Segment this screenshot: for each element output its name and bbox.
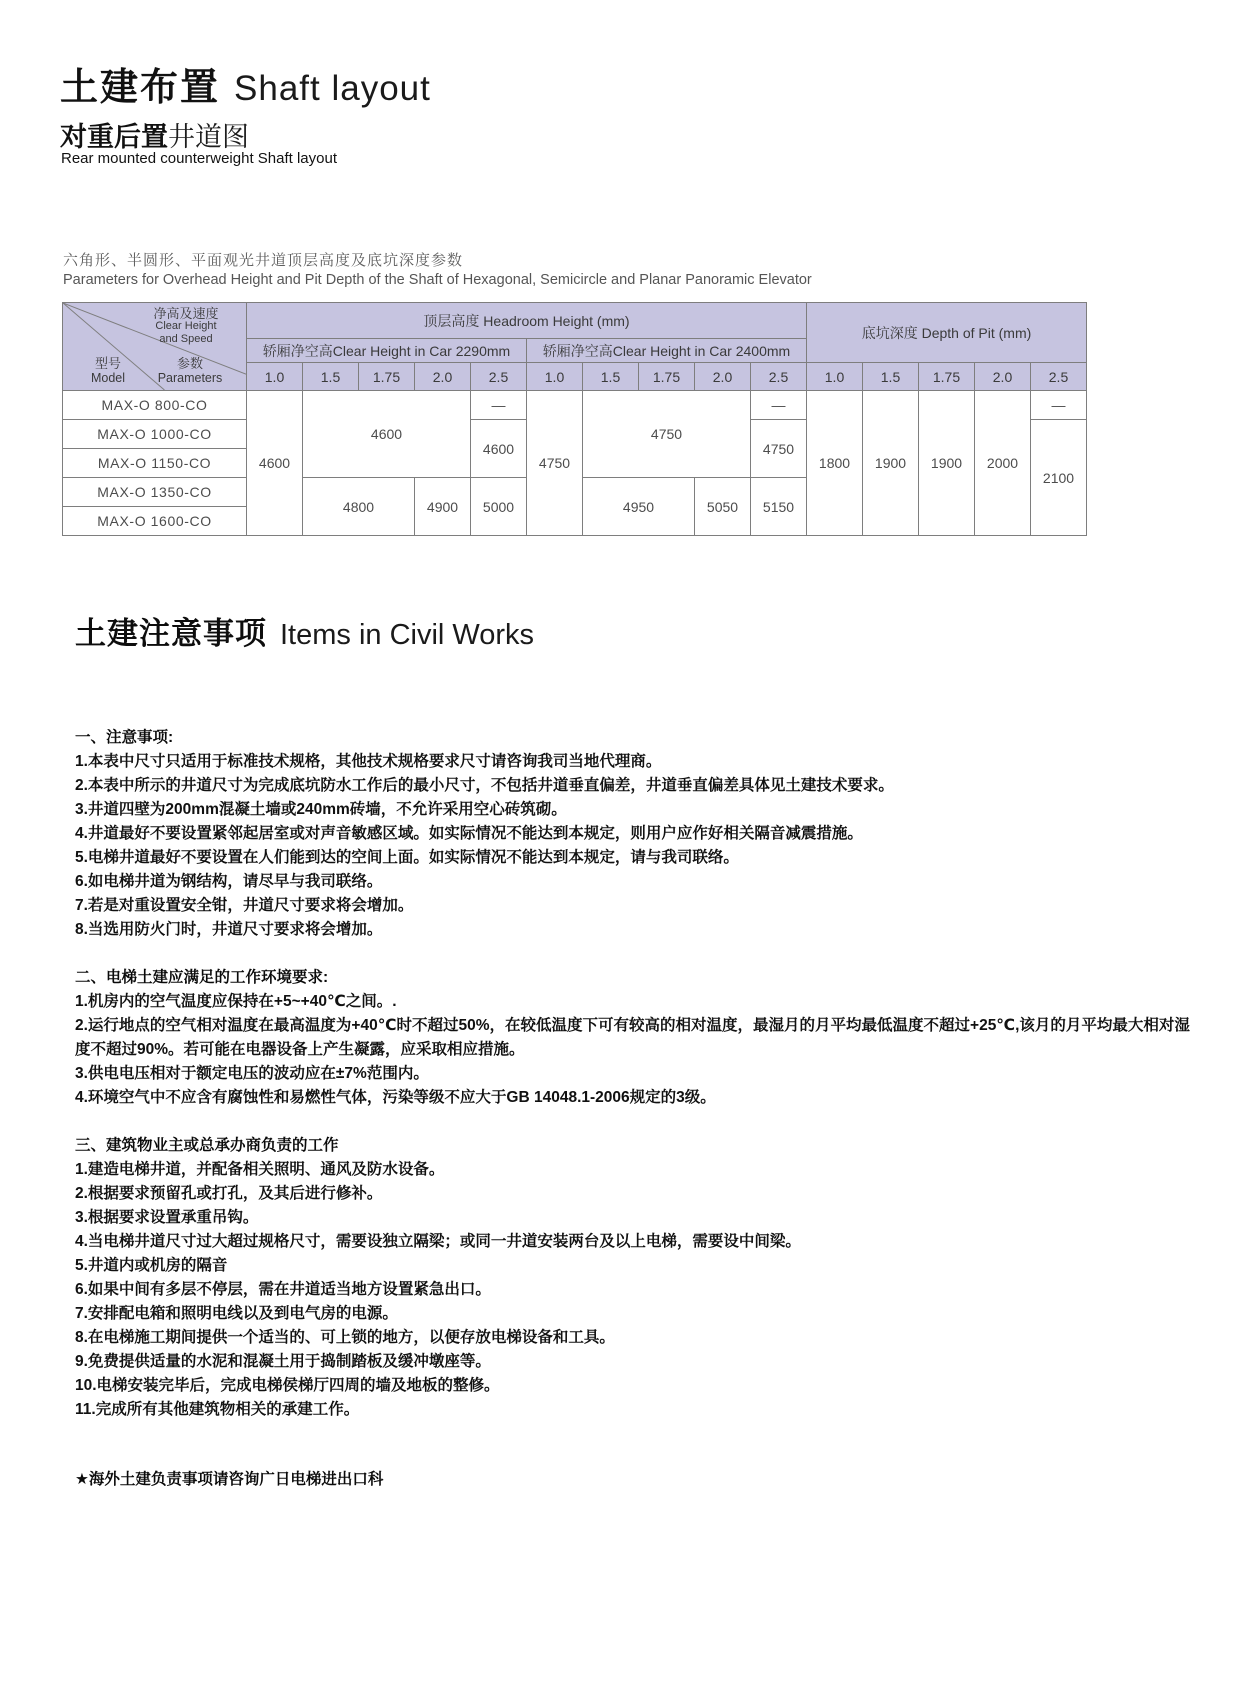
civil-works-title-en: Items in Civil Works [280,619,535,651]
value-cell-2290-1.5-2.0-top: 4600 [303,391,471,478]
header-headroom-height: 顶层高度 Headroom Height (mm) [247,303,807,339]
value-cell-pit-1.5: 1900 [863,391,919,536]
list-item: 2.根据要求预留孔或打孔，及其后进行修补。 [75,1185,383,1202]
civil-works-body [75,726,1200,1492]
speed-header-2400-1.5: 1.5 [583,363,639,391]
corner-parameters-en: Parameters [157,371,223,385]
corner-clear-height-speed-en2: and Speed [159,333,213,345]
list-item: 6.如果中间有多层不停层，需在井道适当地方设置紧急出口。 [75,1281,491,1298]
list-item: 3.根据要求设置承重吊钩。 [75,1209,259,1226]
table-caption-en: Parameters for Overhead Height and Pit Depth of the Shaft of Hexagonal, Semicircle and Planar Panoramic Elevator [63,272,812,288]
page-subtitle-zh-rest: 井道图 [168,122,249,152]
model-cell: MAX-O 1000-CO [63,420,247,449]
speed-header-2290-1.0: 1.0 [247,363,303,391]
value-cell-2290-2.5-row1: — [471,391,527,420]
list-item: 10.电梯安装完毕后，完成电梯侯梯厅四周的墙及地板的整修。 [75,1377,500,1394]
value-cell-pit-1.75: 1900 [919,391,975,536]
value-cell-2400-2.0-bottom: 5050 [695,478,751,536]
page-subtitle-en: Rear mounted counterweight Shaft layout [61,150,337,167]
value-cell-2290-1.5-1.75-bottom: 4800 [303,478,415,536]
list-item: 6.如电梯井道为钢结构，请尽早与我司联络。 [75,873,383,890]
value-cell-2290-1.0: 4600 [247,391,303,536]
section-heading: 一、注意事项: [75,729,174,746]
speed-header-pit-1.0: 1.0 [807,363,863,391]
speed-header-pit-2.5: 2.5 [1031,363,1087,391]
speed-header-2400-2.0: 2.0 [695,363,751,391]
speed-header-2400-1.75: 1.75 [639,363,695,391]
corner-clear-height-speed-en1: Clear Height [155,320,217,332]
page-title-en: Shaft layout [234,69,431,108]
overseas-footnote: ★海外土建负责事项请咨询广日电梯进出口科 [75,1471,384,1488]
model-cell: MAX-O 1600-CO [63,507,247,536]
civil-section-1 [75,726,1200,942]
list-item: 3.井道四壁为200mm混凝土墙或240mm砖墙，不允许采用空心砖筑砌。 [75,801,567,818]
section-heading: 三、建筑物业主或总承办商负责的工作 [75,1137,339,1154]
value-cell-pit-2.5-row1: — [1031,391,1087,420]
value-cell-pit-2.0: 2000 [975,391,1031,536]
speed-header-2290-1.5: 1.5 [303,363,359,391]
speed-header-2400-2.5: 2.5 [751,363,807,391]
list-item: 9.免费提供适量的水泥和混凝土用于捣制踏板及缓冲墩座等。 [75,1353,491,1370]
list-item: 7.若是对重设置安全钳，井道尺寸要求将会增加。 [75,897,414,914]
list-item: 8.在电梯施工期间提供一个适当的、可上锁的地方，以便存放电梯设备和工具。 [75,1329,615,1346]
value-cell-2290-2.5-bottom: 5000 [471,478,527,536]
list-item: 7.安排配电箱和照明电线以及到电气房的电源。 [75,1305,398,1322]
list-item: 5.井道内或机房的隔音 [75,1257,228,1274]
list-item: 3.供电电压相对于额定电压的波动应在±7%范围内。 [75,1065,429,1082]
list-item: 8.当选用防火门时，井道尺寸要求将会增加。 [75,921,383,938]
speed-header-pit-1.5: 1.5 [863,363,919,391]
header-car-2290: 轿厢净空高Clear Height in Car 2290mm [247,339,527,363]
list-item: 2.本表中所示的井道尺寸为完成底坑防水工作后的最小尺寸，不包括井道垂直偏差，井道垂直偏差具体见土建技术要求。 [75,777,894,794]
list-item: 2.运行地点的空气相对温度在最高温度为+40℃时不超过50%，在较低温度下可有较高的相对温度，最湿月的月平均最低温度不超过+25℃,该月的月平均最大相对湿度不超过90%。若可能在电器设备上产生凝露，应采取相应措施。 [75,1017,1190,1058]
speed-header-2290-2.5: 2.5 [471,363,527,391]
speed-header-pit-2.0: 2.0 [975,363,1031,391]
list-item: 1.建造电梯井道，并配备相关照明、通风及防水设备。 [75,1161,445,1178]
corner-model-en: Model [90,371,126,385]
list-item: 4.井道最好不要设置紧邻起居室或对声音敏感区域。如实际情况不能达到本规定，则用户应作好相关隔音减震措施。 [75,825,863,842]
model-cell: MAX-O 800-CO [63,391,247,420]
corner-model-zh: 型号 [94,356,121,371]
page-title [60,56,431,111]
value-cell-2290-2.5-mid: 4600 [471,420,527,478]
corner-header-cell [63,303,247,391]
list-item: 1.本表中尺寸只适用于标准技术规格，其他技术规格要求尺寸请咨询我司当地代理商。 [75,753,662,770]
corner-clear-height-speed-zh: 净高及速度 [153,306,219,321]
list-item: 4.环境空气中不应含有腐蚀性和易燃性气体，污染等级不应大于GB 14048.1-2006规定的3级。 [75,1089,716,1106]
civil-works-title-zh: 土建注意事项 [75,616,267,651]
value-cell-2400-1.0: 4750 [527,391,583,536]
list-item: 4.当电梯井道尺寸过大超过规格尺寸，需要设独立隔梁；或同一井道安装两台及以上电梯，需要设中间梁。 [75,1233,801,1250]
corner-parameters-label [146,357,234,385]
table-caption-zh: 六角形、半圆形、平面观光井道顶层高度及底坑深度参数 [63,252,464,269]
list-item: 11.完成所有其他建筑物相关的承建工作。 [75,1401,360,1418]
civil-section-2 [75,966,1200,1110]
value-cell-2290-2.0-bottom: 4900 [415,478,471,536]
model-cell: MAX-O 1150-CO [63,449,247,478]
civil-section-3 [75,1134,1200,1422]
corner-parameters-zh: 参数 [176,356,203,371]
value-cell-2400-2.5-bottom: 5150 [751,478,807,536]
page-title-zh: 土建布置 [60,67,221,109]
shaft-parameters-table [62,302,1087,536]
value-cell-pit-2.5-rest: 2100 [1031,420,1087,536]
header-car-2400: 轿厢净空高Clear Height in Car 2400mm [527,339,807,363]
page-subtitle [60,115,249,154]
speed-header-2290-2.0: 2.0 [415,363,471,391]
corner-model-label [75,357,141,385]
model-cell: MAX-O 1350-CO [63,478,247,507]
corner-clear-height-speed [130,307,242,346]
value-cell-2400-2.5-row1: — [751,391,807,420]
value-cell-pit-1.0: 1800 [807,391,863,536]
list-item: 5.电梯井道最好不要设置在人们能到达的空间上面。如实际情况不能达到本规定，请与我司联络。 [75,849,739,866]
value-cell-2400-1.5-2.0-top: 4750 [583,391,751,478]
civil-works-title [75,608,534,653]
header-pit-depth: 底坑深度 Depth of Pit (mm) [807,303,1087,363]
speed-header-2400-1.0: 1.0 [527,363,583,391]
section-heading: 二、电梯土建应满足的工作环境要求: [75,969,329,986]
speed-header-2290-1.75: 1.75 [359,363,415,391]
list-item: 1.机房内的空气温度应保持在+5~+40℃之间。. [75,993,397,1010]
page-subtitle-zh-bold: 对重后置 [60,122,168,152]
value-cell-2400-1.5-1.75-bottom: 4950 [583,478,695,536]
value-cell-2400-2.5-mid: 4750 [751,420,807,478]
speed-header-pit-1.75: 1.75 [919,363,975,391]
